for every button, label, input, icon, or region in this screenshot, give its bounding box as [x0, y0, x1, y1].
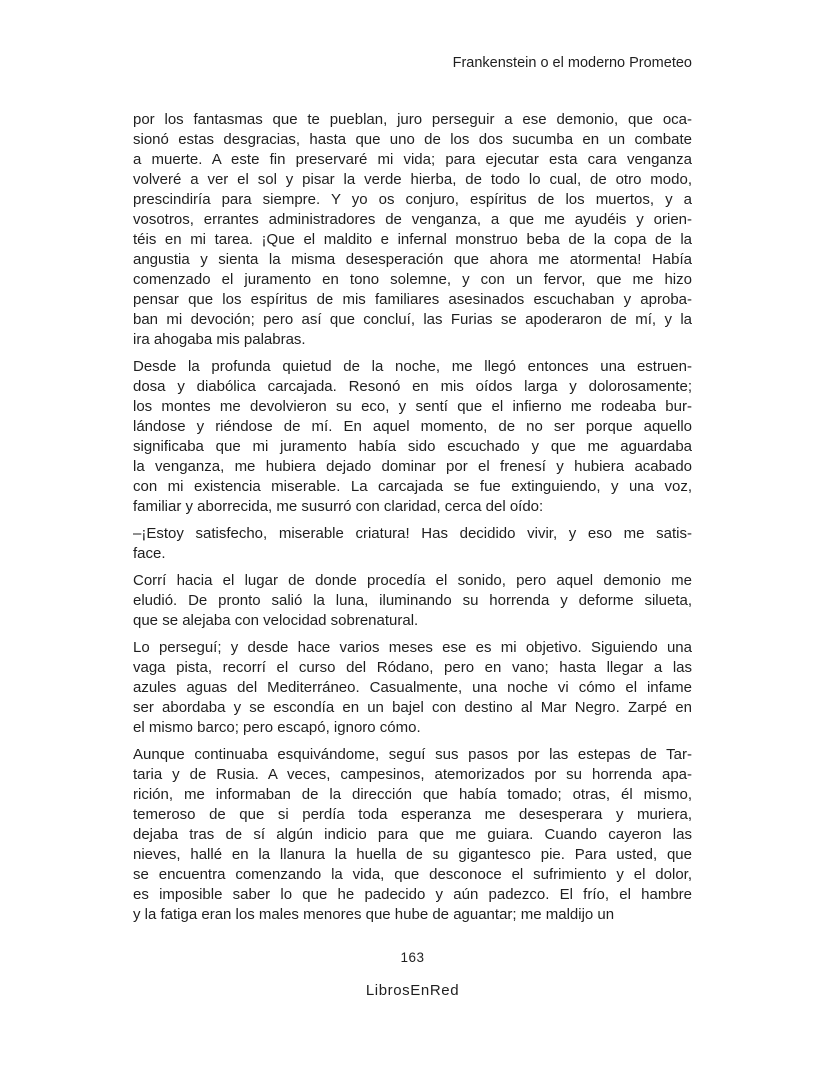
text-line: sionó estas desgracias, hasta que uno de los dos sucumba en un combate: [133, 131, 692, 148]
page-footer: [133, 950, 692, 1000]
text-line: a muerte. A este fin preservaré mi vida; para ejecutar esta cara venganza: [133, 151, 692, 168]
text-line: por los fantasmas que te pueblan, juro perseguir a ese demonio, que oca-: [133, 111, 692, 128]
text-line: lándose y riéndose de mí. En aquel momento, de no ser porque aquello: [133, 418, 692, 435]
running-header: [133, 54, 692, 72]
page-number: 163: [400, 950, 425, 965]
text-line: eludió. De pronto salió la luna, iluminando su horrenda y deforme silueta,: [133, 592, 692, 609]
text-line: Corrí hacia el lugar de donde procedía el sonido, pero aquel demonio me: [133, 572, 692, 589]
text-line: ser abordaba y se escondía en un bajel con destino al Mar Negro. Zarpé en: [133, 699, 692, 716]
text-line: prescindiría para siempre. Y yo os conjuro, espíritus de los muertos, y a: [133, 191, 692, 208]
text-line: que se alejaba con velocidad sobrenatural.: [133, 612, 419, 629]
text-line: rición, me informaban de la dirección que había tomado; otras, él mismo,: [133, 786, 692, 803]
text-line: la venganza, me hubiera dejado dominar por el frenesí y hubiera acabado: [133, 458, 692, 475]
text-line: comenzado el juramento en tono solemne, y con un fervor, que me hizo: [133, 271, 692, 288]
paragraph: [133, 524, 692, 564]
text-line: nieves, hallé en la llanura la huella de su gigantesco pie. Para usted, que: [133, 846, 692, 863]
publisher-name: LibrosEnRed: [365, 982, 460, 999]
paragraph: [133, 638, 692, 738]
text-line: ban mi devoción; pero así que concluí, las Furias se apoderaron de mí, y la: [133, 311, 692, 328]
body-text: [133, 110, 692, 932]
running-header-title: Frankenstein o el moderno Prometeo: [452, 55, 692, 71]
text-line: el mismo barco; pero escapó, ignoro cómo.: [133, 719, 421, 736]
text-line: los montes me devolvieron su eco, y sentí que el infierno me rodeaba bur-: [133, 398, 692, 415]
text-line: significaba que mi juramento había sido escuchado y que me aguardaba: [133, 438, 692, 455]
paragraph: [133, 571, 692, 631]
text-line: –¡Estoy satisfecho, miserable criatura! Has decidido vivir, y eso me satis-: [133, 525, 692, 542]
text-line: es imposible saber lo que he padecido y aún padezco. El frío, el hambre: [133, 886, 692, 903]
text-line: vosotros, errantes administradores de venganza, a que me ayudéis y orien-: [133, 211, 692, 228]
text-line: familiar y aborrecida, me susurró con claridad, cerca del oído:: [133, 498, 544, 515]
text-line: angustia y sienta la misma desesperación que ahora me atormenta! Había: [133, 251, 692, 268]
text-line: taria y de Rusia. A veces, campesinos, atemorizados por su horrenda apa-: [133, 766, 692, 783]
text-line: ira ahogaba mis palabras.: [133, 331, 306, 348]
text-line: face.: [133, 545, 166, 562]
paragraph: [133, 357, 692, 517]
text-line: dosa y diabólica carcajada. Resonó en mis oídos larga y dolorosamente;: [133, 378, 692, 395]
text-line: Aunque continuaba esquivándome, seguí sus pasos por las estepas de Tar-: [133, 746, 692, 763]
text-line: Desde la profunda quietud de la noche, me llegó entonces una estruen-: [133, 358, 692, 375]
paragraph: [133, 110, 692, 350]
text-line: Lo perseguí; y desde hace varios meses ese es mi objetivo. Siguiendo una: [133, 639, 692, 656]
text-line: temeroso de que si perdía toda esperanza me desesperara y muriera,: [133, 806, 692, 823]
text-line: con mi existencia miserable. La carcajada se fue extinguiendo, y una voz,: [133, 478, 692, 495]
text-line: se encuentra comenzando la vida, que desconoce el sufrimiento y el dolor,: [133, 866, 692, 883]
text-line: téis en mi tarea. ¡Que el maldito e infernal monstruo beba de la copa de la: [133, 231, 692, 248]
text-line: vaga pista, recorrí el curso del Ródano, pero en vano; hasta llegar a las: [133, 659, 692, 676]
text-line: azules aguas del Mediterráneo. Casualmente, una noche vi cómo el infame: [133, 679, 692, 696]
text-line: pensar que los espíritus de mis familiares asesinados escuchaban y aproba-: [133, 291, 692, 308]
paragraph: [133, 745, 692, 925]
text-line: dejaba tras de sí algún indicio para que me guiara. Cuando cayeron las: [133, 826, 692, 843]
text-line: volveré a ver el sol y pisar la verde hierba, de todo lo cual, de otro modo,: [133, 171, 692, 188]
text-line: y la fatiga eran los males menores que hube de aguantar; me maldijo un: [133, 906, 615, 923]
